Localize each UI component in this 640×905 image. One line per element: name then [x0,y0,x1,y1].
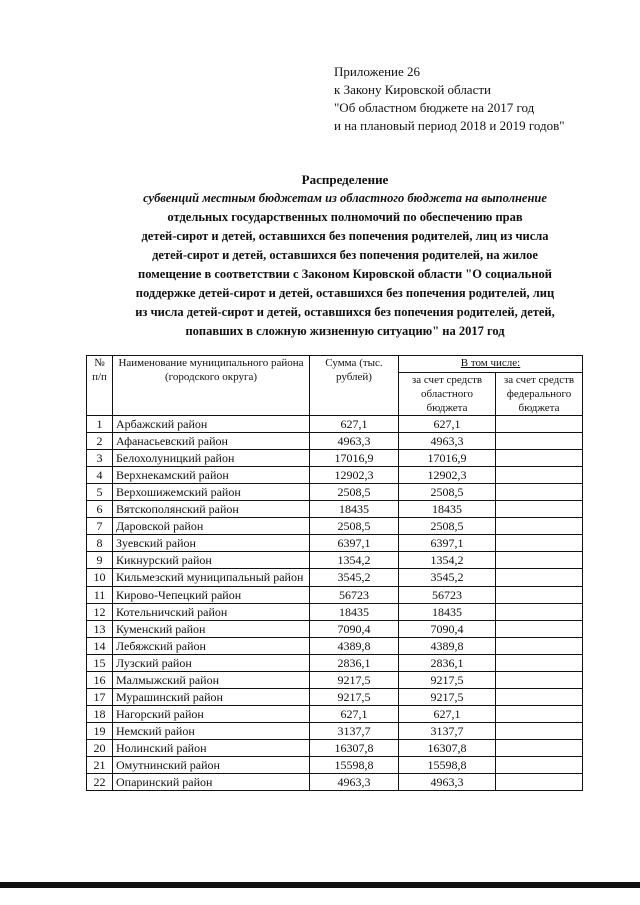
row-federal [496,621,583,638]
table-row [87,484,583,501]
row-district: Малмыжский район [113,672,310,689]
row-district: Немский район [113,723,310,740]
row-sum: 6397,1 [310,535,399,552]
table-row [87,501,583,518]
row-district: Куменский район [113,621,310,638]
subsidy-table [86,355,583,791]
row-regional: 1354,2 [399,552,496,569]
row-regional: 9217,5 [399,672,496,689]
row-federal [496,552,583,569]
header-sum: Сумма (тыс. рублей) [310,356,399,416]
row-number: 10 [87,569,113,587]
appendix-line: Приложение 26 [334,64,421,79]
table-row [87,723,583,740]
row-number: 21 [87,757,113,774]
title-heading: Распределение [301,172,389,187]
row-federal [496,433,583,450]
row-federal [496,740,583,757]
row-district: Кирово-Чепецкий район [113,587,310,604]
row-number: 7 [87,518,113,535]
row-federal [496,672,583,689]
table-row [87,569,583,587]
row-number: 9 [87,552,113,569]
row-regional: 18435 [399,501,496,518]
table-row [87,433,583,450]
header-regional: за счет средств областного бюджета [399,373,496,416]
row-district: Вятскополянский район [113,501,310,518]
row-regional: 6397,1 [399,535,496,552]
row-regional: 9217,5 [399,689,496,706]
table-row [87,604,583,621]
row-district: Опаринский район [113,774,310,791]
row-district: Кикнурский район [113,552,310,569]
row-number: 3 [87,450,113,467]
row-sum: 9217,5 [310,689,399,706]
row-number: 5 [87,484,113,501]
table-row [87,689,583,706]
row-district: Арбажский район [113,416,310,433]
title-line: детей-сирот и детей, оставшихся без попечения родителей, лиц из числа [141,229,549,243]
row-district: Белохолуницкий район [113,450,310,467]
row-regional: 627,1 [399,706,496,723]
title-line: попавших в сложную жизненную ситуацию" на 2017 год [185,324,505,338]
header-federal: за счет средств федерального бюджета [496,373,583,416]
row-regional: 4389,8 [399,638,496,655]
appendix-line: к Закону Кировской области [334,82,491,97]
row-federal [496,723,583,740]
table-row [87,638,583,655]
row-regional: 3137,7 [399,723,496,740]
title-line: детей-сирот и детей, оставшихся без попечения родителей, на жилое [152,248,538,262]
row-federal [496,638,583,655]
row-federal [496,587,583,604]
row-number: 15 [87,655,113,672]
row-sum: 2508,5 [310,484,399,501]
row-federal [496,467,583,484]
row-number: 13 [87,621,113,638]
row-regional: 7090,4 [399,621,496,638]
row-district: Лузский район [113,655,310,672]
header-name: Наименование муниципального района (городского округа) [113,356,310,416]
row-federal [496,501,583,518]
row-district: Мурашинский район [113,689,310,706]
row-federal [496,535,583,552]
row-district: Котельничский район [113,604,310,621]
row-number: 22 [87,774,113,791]
row-federal [496,757,583,774]
row-sum: 1354,2 [310,552,399,569]
row-number: 19 [87,723,113,740]
scan-edge-bar [0,882,640,888]
header-no: № п/п [87,356,113,416]
row-sum: 18435 [310,604,399,621]
row-federal [496,518,583,535]
row-district: Верхнекамский район [113,467,310,484]
table-row [87,416,583,433]
row-sum: 18435 [310,501,399,518]
row-number: 20 [87,740,113,757]
table-row [87,518,583,535]
row-federal [496,706,583,723]
row-federal [496,604,583,621]
row-sum: 4963,3 [310,433,399,450]
appendix-note [334,63,624,135]
row-district: Верхошижемский район [113,484,310,501]
table-row [87,757,583,774]
row-federal [496,416,583,433]
row-district: Афанасьевский район [113,433,310,450]
table-body [87,416,583,791]
row-number: 18 [87,706,113,723]
row-district: Лебяжский район [113,638,310,655]
header-including: В том числе: [399,356,583,373]
row-sum: 9217,5 [310,672,399,689]
row-district: Кильмезский муниципальный район [113,569,310,587]
row-regional: 3545,2 [399,569,496,587]
row-sum: 2508,5 [310,518,399,535]
table-row [87,587,583,604]
row-district: Даровской район [113,518,310,535]
table-row [87,672,583,689]
row-regional: 17016,9 [399,450,496,467]
row-federal [496,484,583,501]
appendix-line: "Об областном бюджете на 2017 год [334,100,535,115]
table-row [87,450,583,467]
row-sum: 4389,8 [310,638,399,655]
row-district: Нолинский район [113,740,310,757]
row-federal [496,689,583,706]
table-row [87,621,583,638]
table-row [87,467,583,484]
table-row [87,552,583,569]
row-number: 6 [87,501,113,518]
row-number: 16 [87,672,113,689]
row-district: Зуевский район [113,535,310,552]
title-line: из числа детей-сирот и детей, оставшихся без попечения родителей, детей, [135,305,555,319]
row-regional: 2508,5 [399,484,496,501]
row-regional: 16307,8 [399,740,496,757]
row-number: 12 [87,604,113,621]
row-sum: 2836,1 [310,655,399,672]
row-sum: 627,1 [310,706,399,723]
row-regional: 15598,8 [399,757,496,774]
table-row [87,655,583,672]
row-regional: 4963,3 [399,433,496,450]
row-sum: 16307,8 [310,740,399,757]
row-sum: 17016,9 [310,450,399,467]
appendix-line: и на плановый период 2018 и 2019 годов" [334,118,565,133]
row-sum: 7090,4 [310,621,399,638]
row-number: 1 [87,416,113,433]
row-sum: 56723 [310,587,399,604]
title-line: отдельных государственных полномочий по обеспечению прав [167,210,523,224]
row-number: 8 [87,535,113,552]
row-sum: 627,1 [310,416,399,433]
table-row [87,706,583,723]
row-number: 11 [87,587,113,604]
row-regional: 2508,5 [399,518,496,535]
row-number: 4 [87,467,113,484]
row-district: Нагорский район [113,706,310,723]
row-federal [496,774,583,791]
row-sum: 12902,3 [310,467,399,484]
row-number: 2 [87,433,113,450]
title-line: помещение в соответствии с Законом Кировской области "О социальной [138,267,552,281]
row-number: 17 [87,689,113,706]
row-sum: 3137,7 [310,723,399,740]
title-line: субвенций местным бюджетам из областного бюджета на выполнение [143,191,547,205]
title-line: поддержке детей-сирот и детей, оставшихся без попечения родителей, лиц [135,286,555,300]
row-district: Омутнинский район [113,757,310,774]
row-regional: 627,1 [399,416,496,433]
table-row [87,740,583,757]
row-sum: 15598,8 [310,757,399,774]
row-federal [496,569,583,587]
table-row [87,535,583,552]
row-federal [496,655,583,672]
row-federal [496,450,583,467]
row-regional: 56723 [399,587,496,604]
row-sum: 4963,3 [310,774,399,791]
row-regional: 12902,3 [399,467,496,484]
row-number: 14 [87,638,113,655]
row-sum: 3545,2 [310,569,399,587]
row-regional: 2836,1 [399,655,496,672]
row-regional: 18435 [399,604,496,621]
row-regional: 4963,3 [399,774,496,791]
table-row [87,774,583,791]
document-title [80,170,610,341]
